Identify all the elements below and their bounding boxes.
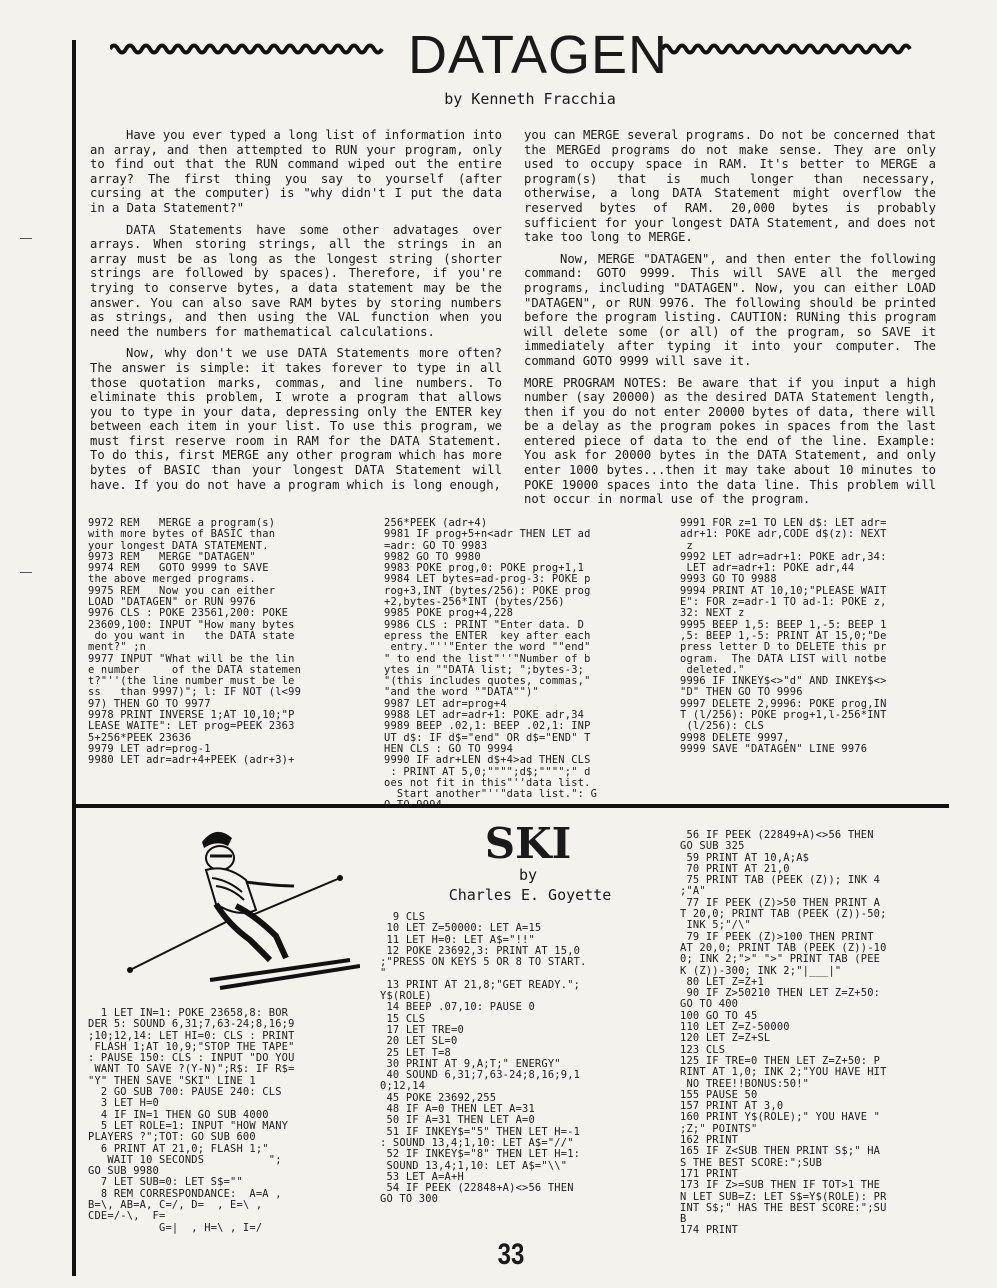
code-line: N LET SUB=Z: LET S$=Y$(ROLE): PR [680,1190,887,1203]
code-line: 1 LET IN=1: POKE 23658,8: BOR [88,1007,289,1019]
code-line: NO TREE!!BONUS:50!" [680,1077,810,1090]
code-line: B [680,1213,687,1226]
code-line: =adr: GO TO 9983 [384,539,488,552]
margin-mark [20,572,32,573]
code-line: AT 20,0; PRINT TAB (PEEK (Z))-10 [680,941,887,954]
code-line: GO TO 300 [380,1193,439,1206]
code-line: ment?" ;n [88,641,147,654]
ski-listing-1 [88,1008,362,1234]
code-line: 160 PRINT Y$(ROLE);" YOU HAVE " [680,1111,881,1124]
code-line: entry."''"Enter the word ""end" [384,641,591,654]
code-line: 9991 FOR z=1 TO LEN d$: LET adr= [680,517,887,529]
code-line: : SOUND 13,4;1,10: LET A$="//" [380,1136,574,1149]
code-line: S THE BEST SCORE:";SUB [680,1156,823,1169]
code-line: CDE=/-\, F= [88,1210,166,1223]
ski-title: SKI [484,819,572,868]
code-line: rog+3,INT (bytes/256): POKE prog [384,584,591,597]
code-line: 125 IF TRE=0 THEN LET Z=Z+50: P [680,1054,881,1067]
right-squiggle-ornament [662,42,918,56]
code-line: with more bytes of BASIC than [88,528,276,541]
code-line: 59 PRINT AT 10,A;A$ [680,851,810,864]
code-line: deleted." [680,663,745,676]
ski-author: Charles E. Goyette [448,886,612,904]
code-line: PLAYERS ?";TOT: GO SUB 600 [88,1131,256,1144]
code-line: O TO 9994 [384,799,443,812]
code-line: K (Z))-300; INK 2;"|___|" [680,964,842,977]
code-line: t?"''(the line number must be le [88,675,295,688]
code-line: 165 IF Z<SUB THEN PRINT S$;" HA [680,1145,881,1158]
code-line: 75 PRINT TAB (PEEK (Z)); INK 4 [680,874,881,887]
code-line: 80 LET Z=Z+1 [680,975,764,988]
code-line: 70 PRINT AT 21,0 [680,862,790,875]
code-line: G=| , H=\ , I=/ [88,1221,263,1234]
code-line: 9985 POKE prog+4,228 [384,607,514,620]
code-line: 48 IF A=0 THEN LET A=31 [380,1103,535,1116]
code-line: 14 BEEP .07,10: PAUSE 0 [380,1001,535,1014]
code-line: " [380,967,387,980]
article-byline: by Kenneth Fracchia [444,90,616,108]
code-line: 9972 REM MERGE a program(s) [88,517,276,529]
code-line: 12 POKE 23692,3: PRINT AT 15,0 [380,944,581,957]
code-line: LOAD "DATAGEN" or RUN 9976 [88,596,256,609]
code-line: ss than 9997)"; l: IF NOT (l<99 [88,686,302,699]
code-line: 9997 DELETE 2,9996: POKE prog,IN [680,697,887,710]
code-line: 9974 REM GOTO 9999 to SAVE [88,562,269,575]
code-line: e number of the DATA statemen [88,663,302,676]
code-line: SOUND 13,4;1,10: LET A$="\\" [380,1159,568,1172]
code-line: 11 LET H=0: LET A$="!!" [380,933,535,946]
code-line: 23609,100: INPUT "How many bytes [88,618,295,631]
code-line: 15 CLS [380,1012,426,1025]
paragraph: DATA Statements have some other advatages over arrays. When storing strings, all the strings in an array must be as long as the longest string (shorter strings are followed by spaces). Therefore, if you're trying to conserve bytes, a data statement may be the answer. You can also save RAM bytes by storing numbers as strings, and then using the VAL function when you need the numbers for mathematical calculations. [90,222,502,339]
code-line: B=\, AB=A, C=/, D= , E=\ , [88,1199,263,1212]
code-line: UT d$: IF d$="end" OR d$="END" T [384,731,591,744]
code-line: 157 PRINT AT 3,0 [680,1100,784,1113]
code-line: GO SUB 9980 [88,1165,160,1178]
paragraph: you can MERGE several programs. Do not be concerned that the MERGEd programs do not make sense. They are only used to occupy space in RAM. It's better to MERGE a program(s) that is much longer than necessary, otherwise, a long DATA Statement might overflow the reserved bytes of RAM. 20,000 bytes is probably sufficient for your longest DATA Statement, and does not take too long to MERGE. [524,128,936,245]
code-line: 256*PEEK (adr+4) [384,517,488,529]
code-line: 52 IF INKEY$="8" THEN LET H=1: [380,1148,581,1161]
code-line: 9979 LET adr=prog-1 [88,742,211,755]
code-line: 0; INK 2;">" ">" PRINT TAB (PEE [680,953,881,966]
code-line: 54 IF PEEK (22848+A)<>56 THEN [380,1182,574,1195]
code-line: 173 IF Z>=SUB THEN IF TOT>1 THE [680,1179,881,1192]
article-column-1 [90,128,502,499]
code-line: 171 PRINT [680,1167,739,1180]
code-line: 120 LET Z=Z+SL [680,1032,771,1045]
ski-listing-3 [680,830,948,1237]
code-line: 20 LET SL=0 [380,1035,458,1048]
datagen-listing-1 [88,518,366,767]
code-line: +2,bytes-256*INT (bytes/256) [384,596,565,609]
code-line: press letter D to DELETE this pr [680,641,887,654]
code-line: 9998 DELETE 9997, [680,731,790,744]
code-line: E": FOR z=adr-1 TO ad-1: POKE z, [680,596,887,609]
code-line: DER 5: SOUND 6,31;7,63-24;8,16;9 [88,1018,295,1031]
code-line: 9977 INPUT "What will be the lin [88,652,295,665]
code-line: Y$(ROLE) [380,990,432,1003]
code-line: z [680,539,693,552]
skier-illustration [120,820,360,996]
code-line: 0;12,14 [380,1080,426,1093]
datagen-listing-3 [680,518,948,755]
code-line: 100 GO TO 45 [680,1009,758,1022]
code-line: T (l/256): POKE prog+1,l-256*INT [680,709,887,722]
paragraph: Now, why don't we use DATA Statements more often? The answer is simple: it takes forever to type in all those quotation marks, commas, and line numbers. To eliminate this problem, I wrote a program that allows you to type in your data, depressing only the ENTER key between each item in your list. To use this program, we must first reserve room in RAM for the DATA Statement. To do this, first MERGE any other program which has more bytes of BASIC than your longest DATA Statement will have. If you do not have a program which is long enough, [90,346,502,492]
code-line: 9983 POKE prog,0: POKE prog+1,1 [384,562,585,575]
code-line: INT S$;" HAS THE BEST SCORE:";SU [680,1201,887,1214]
code-line: 5 LET ROLE=1: INPUT "HOW MANY [88,1119,289,1132]
ski-listing-2 [380,912,670,1206]
code-line: 9994 PRINT AT 10,10;"PLEASE WAIT [680,584,887,597]
left-vertical-rule-lower [72,806,76,1276]
code-line: do you want in the DATA state [88,629,295,642]
code-line: 9973 REM MERGE "DATAGEN" [88,550,256,563]
code-line: 25 LET T=8 [380,1046,452,1059]
paragraph: MORE PROGRAM NOTES: Be aware that if you input a high number (say 20000) as the desired DATA Statement length, then if you do not enter 20000 bytes of data, there will be a delay as the program pokes in spaces from the last entered piece of data to the end of the line. Example: You ask for 20000 bytes in the DATA Statement, and only enter 1000 bytes...then it may take about 10 minutes to POKE 19000 spaces into the data line. This problem will not occur in normal use of the program. [524,375,936,507]
margin-mark [20,238,32,239]
code-line: 174 PRINT [680,1224,739,1237]
code-line: 45 POKE 23692,255 [380,1091,497,1104]
code-line: GO SUB 325 [680,840,745,853]
code-line: 9987 LET adr=prog+4 [384,697,507,710]
code-line: 13 PRINT AT 21,8;"GET READY."; [380,978,581,991]
code-line: 3 LET H=0 [88,1097,160,1110]
code-line: 9982 GO TO 9980 [384,550,481,563]
code-line: 9993 GO TO 9988 [680,573,777,586]
datagen-listing-2 [384,518,670,812]
code-line: ytes in ""DATA list; ";bytes-3; [384,663,585,676]
code-line: ,5: BEEP 1,-5: PRINT AT 15,0;"De [680,629,887,642]
code-line: 50 IF A=31 THEN LET A=0 [380,1114,535,1127]
code-line: (l/256): CLS [680,720,764,733]
code-line: 10 LET Z=50000: LET A=15 [380,922,542,935]
code-line: HEN CLS : GO TO 9994 [384,742,514,755]
code-line: LEASE WAITE": LET prog=PEEK 2363 [88,720,295,733]
paragraph: Have you ever typed a long list of information into an array, and then attempted to RUN your program, only to find out that the RUN command wiped out the entire array? The first thing you say to yourself (after cursing at the computer) is "why didn't I put the data in a Data Statement?" [90,128,502,215]
code-line: 5+256*PEEK 23636 [88,731,192,744]
code-line: 32: NEXT z [680,607,745,620]
code-line: FLASH 1;AT 10,9;"STOP THE TAPE" [88,1040,295,1053]
paragraph: Now, MERGE "DATAGEN", and then enter the following command: GOTO 9999. This will SAVE all the merged programs, including "DATAGEN". Now, you can either LOAD "DATAGEN", or RUN 9976. The following should be printed before the program listing. CAUTION: RUNing this program will delete some (or all) of the program, so SAVE it immediately after typing it into your computer. The command GOTO 9999 will save it. [524,251,936,368]
code-line: 79 IF PEEK (Z)>100 THEN PRINT [680,930,874,943]
code-line: 8 REM CORRESPONDANCE: A=A , [88,1187,282,1200]
code-line: 162 PRINT [680,1134,739,1147]
code-line: INK 5;"/\" [680,919,752,932]
code-line: 51 IF INKEY$="5" THEN LET H=-1 [380,1125,581,1138]
code-line: ;"A" [680,885,706,898]
code-line: ;10;12,14: LET HI=0: CLS : PRINT [88,1029,295,1042]
code-line: 40 SOUND 6,31;7,63-24;8,16;9,1 [380,1069,581,1082]
code-line: 9976 CLS : POKE 23561,200: POKE [88,607,289,620]
code-line: 6 PRINT AT 21,0; FLASH 1;" [88,1142,269,1155]
code-line: 9989 BEEP .02,1: BEEP .02,1: INP [384,720,591,733]
code-line: 9996 IF INKEY$<>"d" AND INKEY$<> [680,675,887,688]
code-line: " to end the list"''"Number of b [384,652,591,665]
code-line: : PAUSE 150: CLS : INPUT "DO YOU [88,1052,295,1065]
code-line: 7 LET SUB=0: LET S$="" [88,1176,243,1189]
code-line: : PRINT AT 5,0;"""";d$;"""";" d [384,765,591,778]
code-line: 9986 CLS : PRINT "Enter data. D [384,618,585,631]
code-line: "(this includes quotes, commas," [384,675,591,688]
left-vertical-rule [72,40,76,806]
code-line: 9988 LET adr=adr+1: POKE adr,34 [384,709,585,722]
code-line: 9980 LET adr=adr+4+PEEK (adr+3)+ [88,754,295,767]
code-line: 90 IF Z>50210 THEN LET Z=Z+50: [680,987,881,1000]
code-line: your longest DATA STATEMENT. [88,539,269,552]
code-line: 77 IF PEEK (Z)>50 THEN PRINT A [680,896,881,909]
code-line: RINT AT 1,0; INK 2;"YOU HAVE HIT [680,1066,887,1079]
ski-by: by [518,866,538,884]
code-line: LET adr=adr+1: POKE adr,44 [680,562,855,575]
code-line: 9995 BEEP 1,5: BEEP 1,-5: BEEP 1 [680,618,887,631]
code-line: ;Z;" POINTS" [680,1122,758,1135]
code-line: 9981 IF prog+5+n<adr THEN LET ad [384,528,591,541]
code-line: 56 IF PEEK (22849+A)<>56 THEN [680,829,874,841]
code-line: 17 LET TRE=0 [380,1023,464,1036]
code-line: "and the word ""DATA"")" [384,686,539,699]
code-line: 9984 LET bytes=ad-prog-3: POKE p [384,573,591,586]
code-line: 123 CLS [680,1043,726,1056]
code-line: 9999 SAVE "DATAGEN" LINE 9976 [680,742,868,755]
code-line: 110 LET Z=Z-50000 [680,1021,790,1034]
code-line: 9978 PRINT INVERSE 1;AT 10,10;"P [88,709,295,722]
code-line: WANT TO SAVE ?(Y-N)";R$: IF R$= [88,1063,295,1076]
code-line: ogram. The DATA LIST will notbe [680,652,887,665]
code-line: 97) THEN GO TO 9977 [88,697,211,710]
article-column-2 [524,128,936,514]
left-squiggle-ornament [110,42,390,56]
code-line: 2 GO SUB 700: PAUSE 240: CLS [88,1086,282,1099]
code-line: oes not fit in this"''data list. [384,776,591,789]
code-line: "D" THEN GO TO 9996 [680,686,803,699]
code-line: Start another"''"data list.": G [384,788,598,801]
code-line: 53 LET A=A+H [380,1170,464,1183]
code-line: 155 PAUSE 50 [680,1088,758,1101]
code-line: epress the ENTER key after each [384,629,591,642]
code-line: 9992 LET adr=adr+1: POKE adr,34: [680,550,887,563]
code-line: ;"PRESS ON KEYS 5 OR 8 TO START. [380,956,587,969]
code-line: T 20,0; PRINT TAB (PEEK (Z))-50; [680,908,887,921]
code-line: 9990 IF adr+LEN d$+4>ad THEN CLS [384,754,591,767]
code-line: 9 CLS [380,911,426,923]
code-line: GO TO 400 [680,998,739,1011]
code-line: WAIT 10 SECONDS "; [88,1153,282,1166]
code-line: adr+1: POKE adr,CODE d$(z): NEXT [680,528,887,541]
code-line: "Y" THEN SAVE "SKI" LINE 1 [88,1074,256,1087]
code-line: 4 IF IN=1 THEN GO SUB 4000 [88,1108,269,1121]
article-title: DATAGEN [408,25,669,85]
code-line: 9975 REM Now you can either [88,584,276,597]
page-number: 33 [497,1238,525,1271]
code-line: 30 PRINT AT 9,A;T;" ENERGY" [380,1057,561,1070]
code-line: the above merged programs. [88,573,256,586]
